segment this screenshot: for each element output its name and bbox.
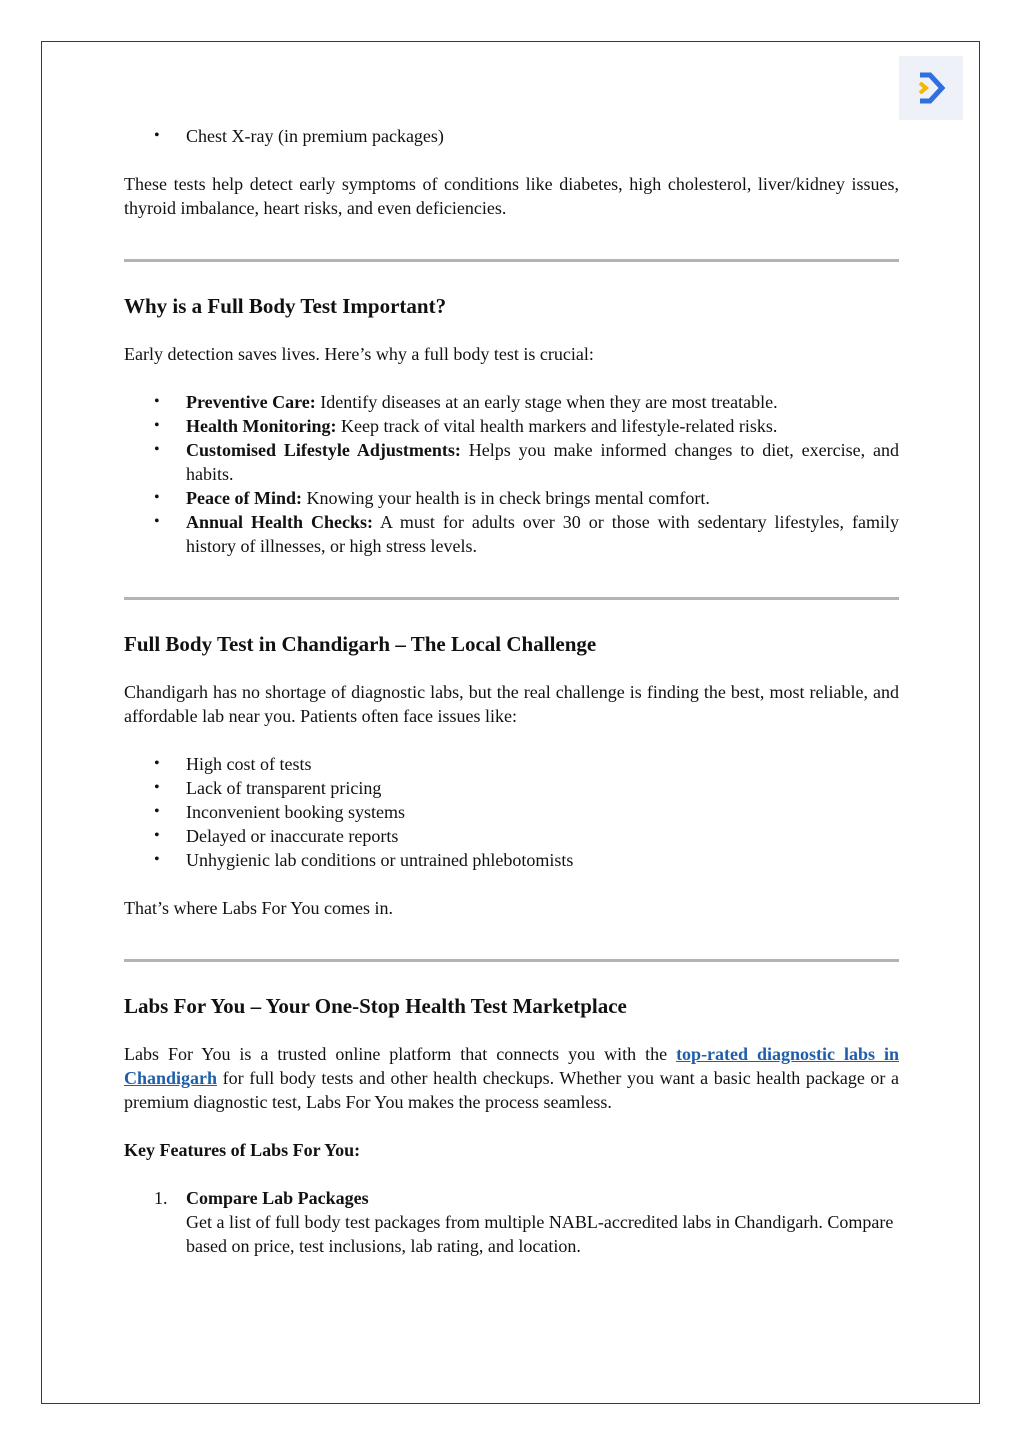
paragraph-text: Labs For You is a trusted online platform that connects you with the: [124, 1044, 677, 1064]
marketplace-paragraph: [124, 1042, 899, 1114]
intro-paragraph: These tests help detect early symptoms of conditions like diabetes, high cholesterol, liver/kidney issues, thyroid imbalance, heart risks, and even deficiencies.: [124, 174, 899, 218]
list-item-text: Knowing your health is in check brings mental comfort.: [301, 488, 710, 508]
list-item: • Delayed or inaccurate reports: [124, 824, 899, 848]
list-item-term: Customised Lifestyle Adjustments:: [186, 440, 461, 460]
list-item-text: A must for adults over 30 or those with sedentary lifestyles, family history of illnesses, or high stress levels.: [186, 512, 899, 556]
list-item: • Lack of transparent pricing: [124, 776, 899, 800]
document-body: [124, 124, 899, 1258]
feature-title: Compare Lab Packages: [186, 1188, 369, 1208]
list-item: [124, 390, 899, 414]
section-heading-marketplace: Labs For You – Your One-Stop Health Test Marketplace: [124, 994, 627, 1018]
labs-for-you-logo-icon: [916, 71, 946, 105]
section-lead: Chandigarh has no shortage of diagnostic labs, but the real challenge is finding the best, most reliable, and affordable lab near you. Patients often face issues like:: [124, 682, 899, 726]
paragraph-text: for full body tests and other health checkups. Whether you want a basic health package or a premium diagnostic test, Labs For You makes the process seamless.: [124, 1068, 899, 1112]
list-item-term: Annual Health Checks:: [186, 512, 373, 532]
list-item: [124, 486, 899, 510]
list-item-term: Peace of Mind:: [186, 488, 302, 508]
list-item: • Chest X-ray (in premium packages): [124, 124, 899, 148]
diagnostic-labs-link[interactable]: top-rated diagnostic labs in Chandigarh: [124, 1044, 899, 1088]
feature-text: Get a list of full body test packages from multiple NABL-accredited labs in Chandigarh. Compare based on price, test inclusions, lab rating, and location.: [186, 1212, 894, 1256]
list-item: • Unhygienic lab conditions or untrained phlebotomists: [124, 848, 899, 872]
features-heading: [124, 1138, 899, 1162]
list-item-number: 1.: [154, 1188, 168, 1208]
section-heading-importance: Why is a Full Body Test Important?: [124, 294, 447, 318]
list-item-text: Keep track of vital health markers and lifestyle-related risks.: [336, 416, 778, 436]
list-item-text: Helps you make informed changes to diet, exercise, and habits.: [186, 440, 899, 484]
features-heading-text: Key Features of Labs For You:: [124, 1140, 361, 1160]
challenge-list: [124, 752, 899, 872]
list-item-term: Health Monitoring:: [186, 416, 337, 436]
labs-for-you-logo: [899, 56, 963, 120]
list-item: • High cost of tests: [124, 752, 899, 776]
features-list: [124, 1186, 899, 1258]
section-lead: Early detection saves lives. Here’s why a full body test is crucial:: [124, 344, 594, 364]
list-item-term: Preventive Care:: [186, 392, 316, 412]
list-item: • Inconvenient booking systems: [124, 800, 899, 824]
list-item: [124, 438, 899, 486]
list-item: [124, 414, 899, 438]
importance-list: [124, 390, 899, 558]
intro-list: [124, 124, 899, 148]
list-item: [124, 1186, 899, 1258]
section-closing: That’s where Labs For You comes in.: [124, 898, 393, 918]
section-heading-local-challenge: Full Body Test in Chandigarh – The Local Challenge: [124, 632, 597, 656]
list-item-text: Identify diseases at an early stage when they are most treatable.: [315, 392, 778, 412]
list-item: [124, 510, 899, 558]
